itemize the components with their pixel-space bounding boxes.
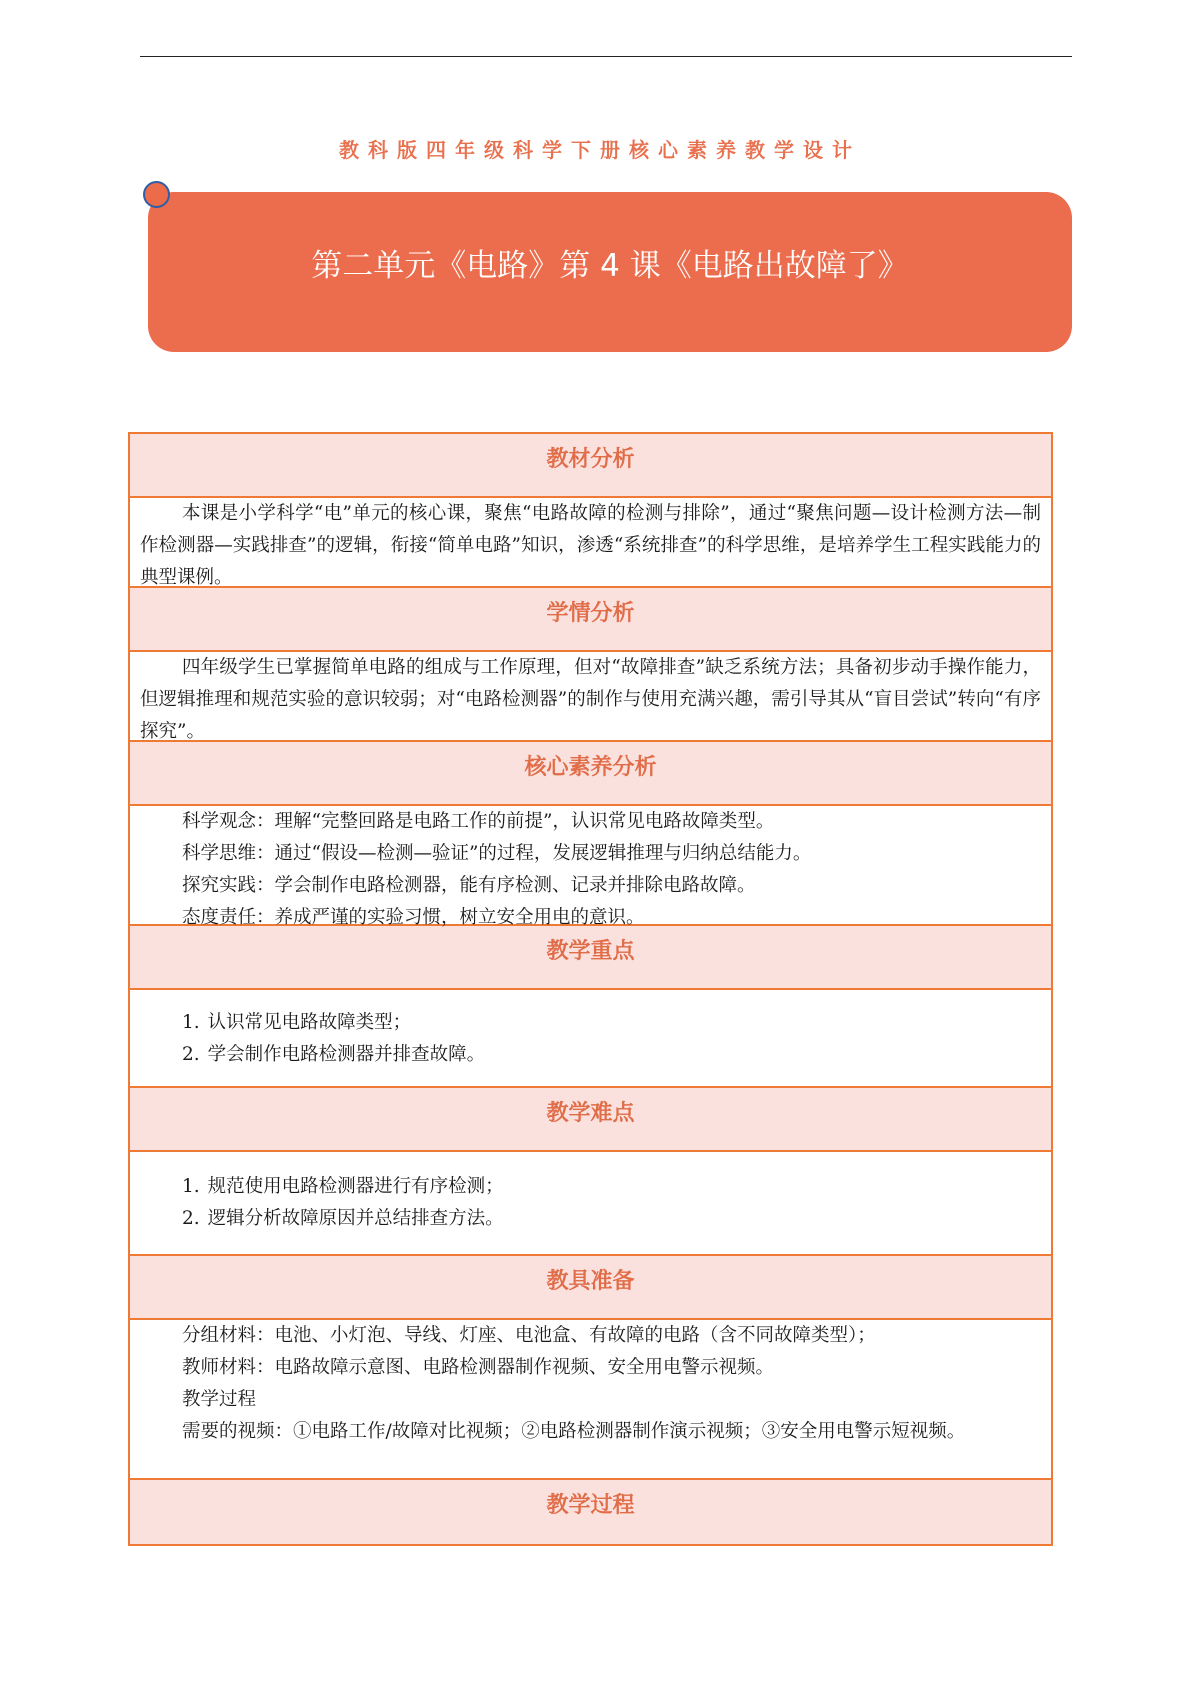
lesson-title: 第二单元《电路》第 4 课《电路出故障了》 [311, 248, 909, 284]
item-text: 认识常见电路故障类型； [207, 1012, 412, 1033]
key-point-item [140, 1039, 1041, 1071]
section-body-materials-prep [130, 1320, 1051, 1480]
item-text: 学会制作电路检测器并排查故障。 [207, 1044, 486, 1065]
item-number: 2. [182, 1208, 200, 1229]
section-heading-key-points: 教学重点 [130, 926, 1051, 990]
literacy-line: 科学观念：理解“完整回路是电路工作的前提”，认识常见电路故障类型。 [182, 811, 775, 832]
item-number: 1. [182, 1012, 200, 1033]
section-body-material [130, 498, 1051, 588]
section-heading-students: 学情分析 [130, 588, 1051, 652]
material-paragraph: 本课是小学科学“电”单元的核心课，聚焦“电路故障的检测与排除”，通过“聚焦问题—设计检测方法—制作检测器—实践排查”的逻辑，衔接“简单电路”知识，渗透“系统排查”的科学思维，是培养学生工程实践能力的典型课例。 [140, 503, 1041, 588]
section-heading-material: 教材分析 [130, 434, 1051, 498]
series-title: 教科版四年级科学下册核心素养教学设计 [339, 138, 861, 162]
section-body-key-points [130, 990, 1051, 1088]
section-body-literacy [130, 806, 1051, 926]
section-heading-literacy: 核心素养分析 [130, 742, 1051, 806]
section-heading-materials-prep: 教具准备 [130, 1256, 1051, 1320]
banner-dot-icon [143, 181, 170, 208]
top-rule [140, 56, 1072, 57]
literacy-line: 态度责任：养成严谨的实验习惯，树立安全用电的意识。 [182, 907, 645, 928]
difficulty-item [140, 1203, 1041, 1235]
literacy-line: 科学思维：通过“假设—检测—验证”的过程，发展逻辑推理与归纳总结能力。 [182, 843, 812, 864]
lesson-plan-table [128, 432, 1053, 1546]
materials-line: 教学过程 [182, 1389, 257, 1410]
item-number: 1. [182, 1176, 200, 1197]
videos-line: 需要的视频：①电路工作/故障对比视频；②电路检测器制作演示视频；③安全用电警示短视频。 [182, 1421, 966, 1442]
section-heading-difficulties: 教学难点 [130, 1088, 1051, 1152]
lesson-banner [148, 192, 1072, 352]
section-heading-process: 教学过程 [130, 1480, 1051, 1544]
materials-line: 分组材料：电池、小灯泡、导线、灯座、电池盒、有故障的电路（含不同故障类型）； [182, 1325, 876, 1346]
item-number: 2. [182, 1044, 200, 1065]
section-body-difficulties [130, 1152, 1051, 1256]
section-body-students [130, 652, 1051, 742]
item-text: 规范使用电路检测器进行有序检测； [207, 1176, 504, 1197]
students-paragraph: 四年级学生已掌握简单电路的组成与工作原理，但对“故障排查”缺乏系统方法；具备初步动手操作能力，但逻辑推理和规范实验的意识较弱；对“电路检测器”的制作与使用充满兴趣，需引导其从“盲目尝试”转向“有序探究”。 [140, 657, 1041, 742]
item-text: 逻辑分析故障原因并总结排查方法。 [207, 1208, 504, 1229]
literacy-line: 探究实践：学会制作电路检测器，能有序检测、记录并排除电路故障。 [182, 875, 756, 896]
difficulty-item [140, 1171, 1041, 1203]
materials-line: 教师材料：电路故障示意图、电路检测器制作视频、安全用电警示视频。 [182, 1357, 775, 1378]
key-point-item [140, 1007, 1041, 1039]
